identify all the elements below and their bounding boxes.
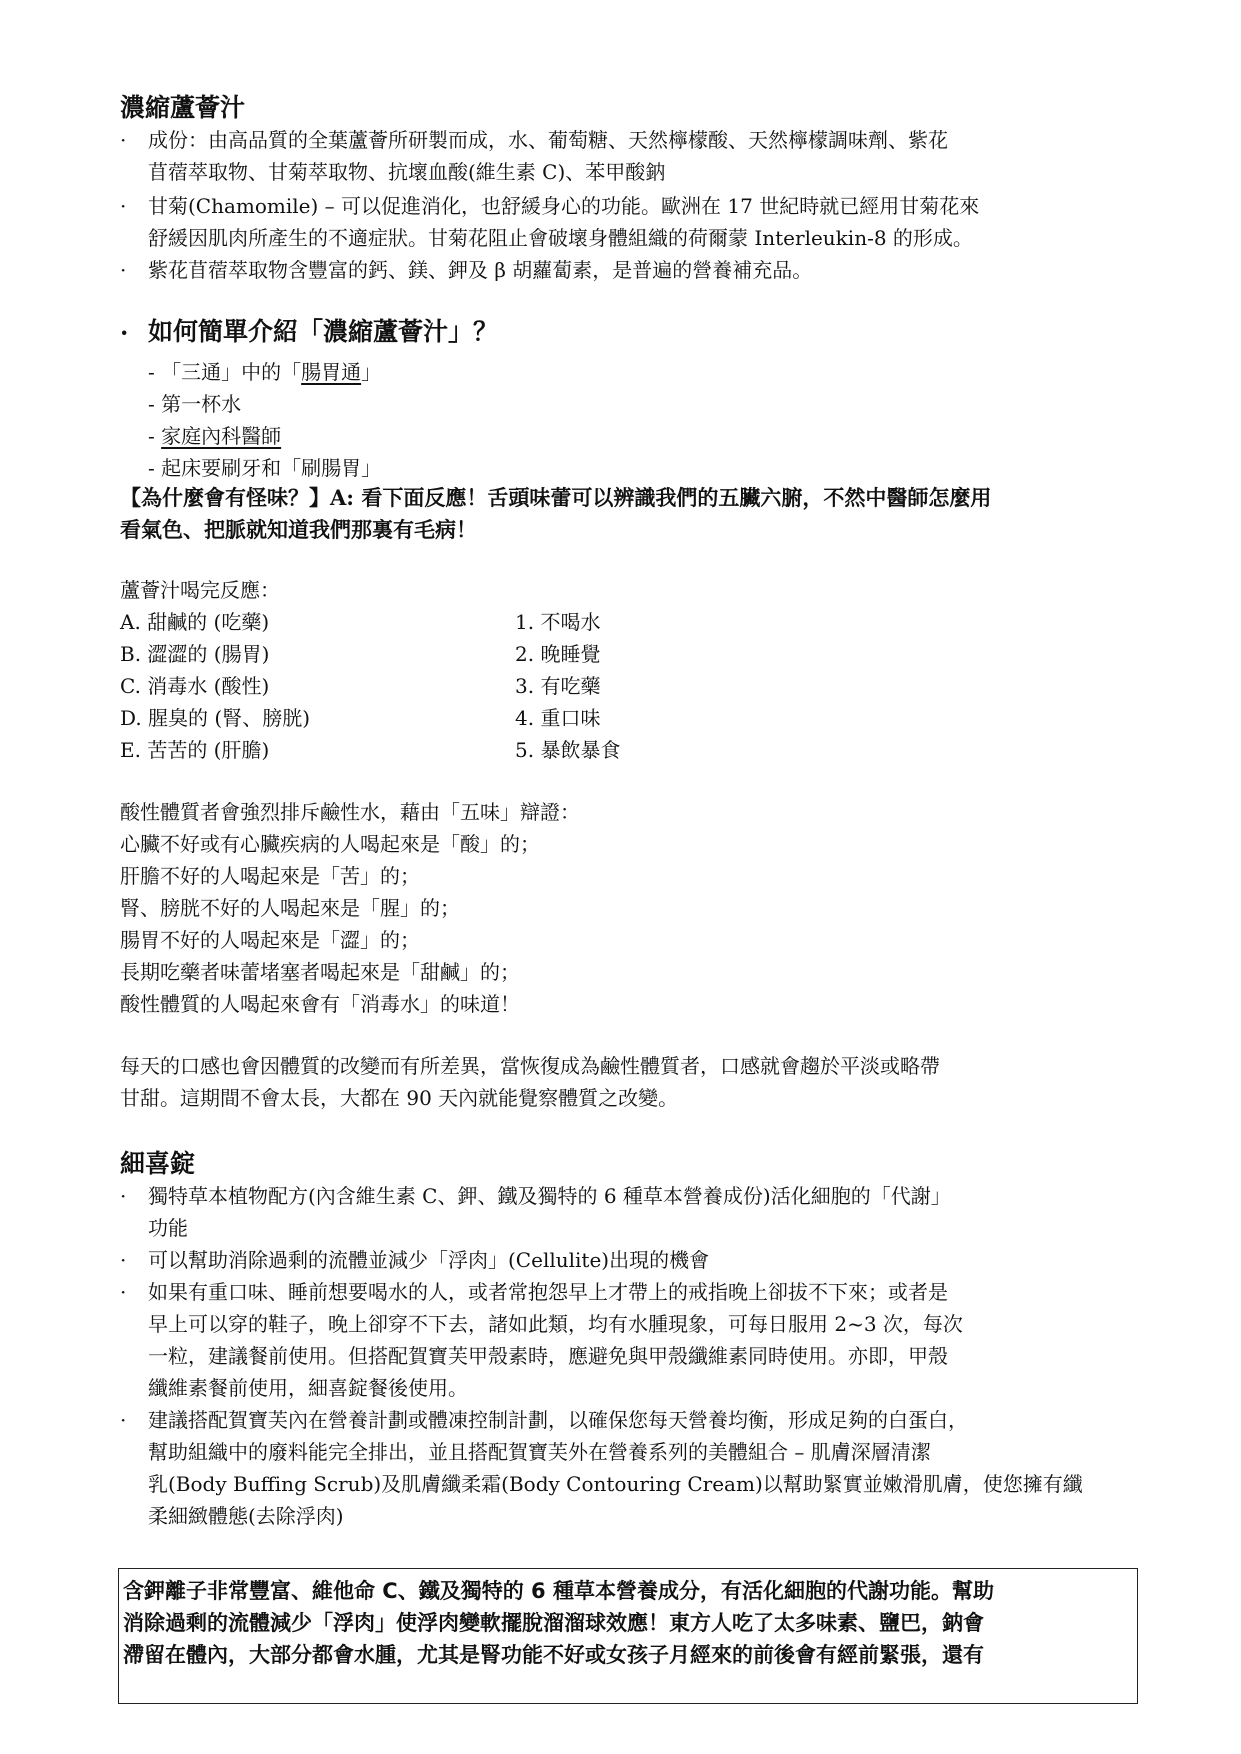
bullet-marker: · <box>120 1248 127 1272</box>
xixi-b1-line2: 功能 <box>148 1216 188 1240</box>
reaction-right-5: 5. 暴飲暴食 <box>515 738 621 762</box>
five-tastes-line-3: 肝膽不好的人喝起來是「苦」的； <box>120 864 420 888</box>
chamomile-line2: 舒緩因肌肉所產生的不適症狀。甘菊花阻止會破壞身體組織的荷爾蒙 Interleukin-8 的形成。 <box>148 226 973 250</box>
alfalfa-line: 紫花苜蓿萃取物含豐富的鈣、鎂、鉀及 β 胡蘿蔔素，是普遍的營養補充品。 <box>148 258 813 282</box>
section-title-intro: 如何簡單介紹「濃縮蘆薈汁」？ <box>148 317 499 346</box>
five-tastes-line-7: 酸性體質的人喝起來會有「消毒水」的味道！ <box>120 992 520 1016</box>
xixi-b4-line2: 幫助組織中的廢料能完全排出，並且搭配賀寶芙外在營養系列的美體組合 – 肌膚深層清潔 <box>148 1440 931 1464</box>
reaction-right-4: 4. 重口味 <box>515 706 601 730</box>
reaction-left-a: A. 甜鹹的 (吃藥) <box>120 610 270 634</box>
xixi-b3-line2: 早上可以穿的鞋子，晚上卻穿不下去，諸如此類，均有水腫現象，可每日服用 2~3 次，每次 <box>148 1312 963 1336</box>
reaction-right-2: 2. 晚睡覺 <box>515 642 601 666</box>
summary-line-2: 消除過剩的流體減少「浮肉」使浮肉變軟擺脫溜溜球效應！東方人吃了太多味素、鹽巴，鈉會 <box>123 1611 984 1635</box>
reaction-right-1: 1. 不喝水 <box>515 610 601 634</box>
chamomile-line1: 甘菊(Chamomile) – 可以促進消化，也舒緩身心的功能。歐洲在 17 世紀時就已經用甘菊花來 <box>148 194 980 218</box>
xixi-b4-line4: 柔細緻體態(去除浮肉) <box>148 1504 344 1528</box>
summary-line-3: 滯留在體內，大部分都會水腫，尤其是腎功能不好或女孩子月經來的前後會有經前緊張，還有 <box>123 1643 984 1667</box>
summary-line-1: 含鉀離子非常豐富、維他命 C、鐵及獨特的 6 種草本營養成分，有活化細胞的代謝功能。幫助 <box>123 1579 994 1603</box>
bullet-marker: · <box>120 194 127 218</box>
mouthfeel-line-1: 每天的口感也會因體質的改變而有所差異，當恢復成為鹼性體質者，口感就會趨於平淡或略帶 <box>120 1054 940 1078</box>
bullet-marker: · <box>120 1280 127 1304</box>
bullet-marker: · <box>120 1184 127 1208</box>
section-title-xixi: 細喜錠 <box>120 1149 196 1178</box>
reaction-right-3: 3. 有吃藥 <box>515 674 601 698</box>
xixi-b3-line3: 一粒，建議餐前使用。但搭配賀寶芙甲殼素時，應避免與甲殼纖維素同時使用。亦即，甲殼 <box>148 1344 948 1368</box>
bullet-marker: · <box>120 318 129 347</box>
five-tastes-line-5: 腸胃不好的人喝起來是「澀」的； <box>120 928 420 952</box>
question-line-2: 看氣色、把脈就知道我們那裏有毛病！ <box>120 517 477 542</box>
xixi-b1-line1: 獨特草本植物配方(內含維生素 C、鉀、鐵及獨特的 6 種草本營養成份)活化細胞的「代謝」 <box>148 1184 951 1208</box>
five-tastes-line-4: 腎、膀胱不好的人喝起來是「腥」的； <box>120 896 460 920</box>
bullet-marker: · <box>120 1408 127 1432</box>
reaction-left-d: D. 腥臭的 (腎、膀胱) <box>120 706 310 730</box>
mouthfeel-line-2: 甘甜。這期間不會太長，大都在 90 天內就能覺察體質之改變。 <box>120 1086 679 1110</box>
five-tastes-line-2: 心臟不好或有心臟疾病的人喝起來是「酸」的； <box>120 832 540 856</box>
summary-box <box>118 1568 1138 1704</box>
five-tastes-line-6: 長期吃藥者味蕾堵塞者喝起來是「甜鹹」的； <box>120 960 520 984</box>
xixi-b3-line1: 如果有重口味、睡前想要喝水的人，或者常抱怨早上才帶上的戒指晚上卻拔不下來；或者是 <box>148 1280 948 1304</box>
reaction-left-c: C. 消毒水 (酸性) <box>120 674 270 698</box>
bullet-marker: · <box>120 128 127 152</box>
aloe-ingredients-line2: 苜蓿萃取物、甘菊萃取物、抗壞血酸(維生素 C)、苯甲酸鈉 <box>148 160 666 184</box>
xixi-b4-line1: 建議搭配賀寶芙內在營養計劃或體凍控制計劃，以確保您每天營養均衡，形成足夠的白蛋白， <box>148 1408 968 1432</box>
reaction-left-b: B. 澀澀的 (腸胃) <box>120 642 270 666</box>
section-title-aloe: 濃縮蘆薈汁 <box>120 93 246 122</box>
intro-item-2: - 第一杯水 <box>148 392 242 416</box>
intro-item-3: - 家庭內科醫師 <box>148 424 282 448</box>
intro-item-1: - 「三通」中的「腸胃通」 <box>148 360 382 384</box>
xixi-b2-line1: 可以幫助消除過剩的流體並減少「浮肉」(Cellulite)出現的機會 <box>148 1248 710 1272</box>
question-line-1: 【為什麼會有怪味？】A: 看下面反應！舌頭味蕾可以辨識我們的五臟六腑，不然中醫師怎麼用 <box>120 485 992 510</box>
xixi-b3-line4: 纖維素餐前使用，細喜錠餐後使用。 <box>148 1376 468 1400</box>
xixi-b4-line3: 乳(Body Buffing Scrub)及肌膚纖柔霜(Body Contouring Cream)以幫助緊實並嫩滑肌膚，使您擁有纖 <box>148 1472 1083 1496</box>
reaction-left-e: E. 苦苦的 (肝膽) <box>120 738 270 762</box>
reactions-title: 蘆薈汁喝完反應： <box>120 578 280 602</box>
intro-item-4: - 起床要刷牙和「刷腸胃」 <box>148 456 382 480</box>
aloe-ingredients-line1: 成份：由高品質的全葉蘆薈所研製而成，水、葡萄糖、天然檸檬酸、天然檸檬調味劑、紫花 <box>148 128 948 152</box>
bullet-marker: · <box>120 258 127 282</box>
five-tastes-line-1: 酸性體質者會強烈排斥鹼性水，藉由「五味」辯證： <box>120 800 580 824</box>
